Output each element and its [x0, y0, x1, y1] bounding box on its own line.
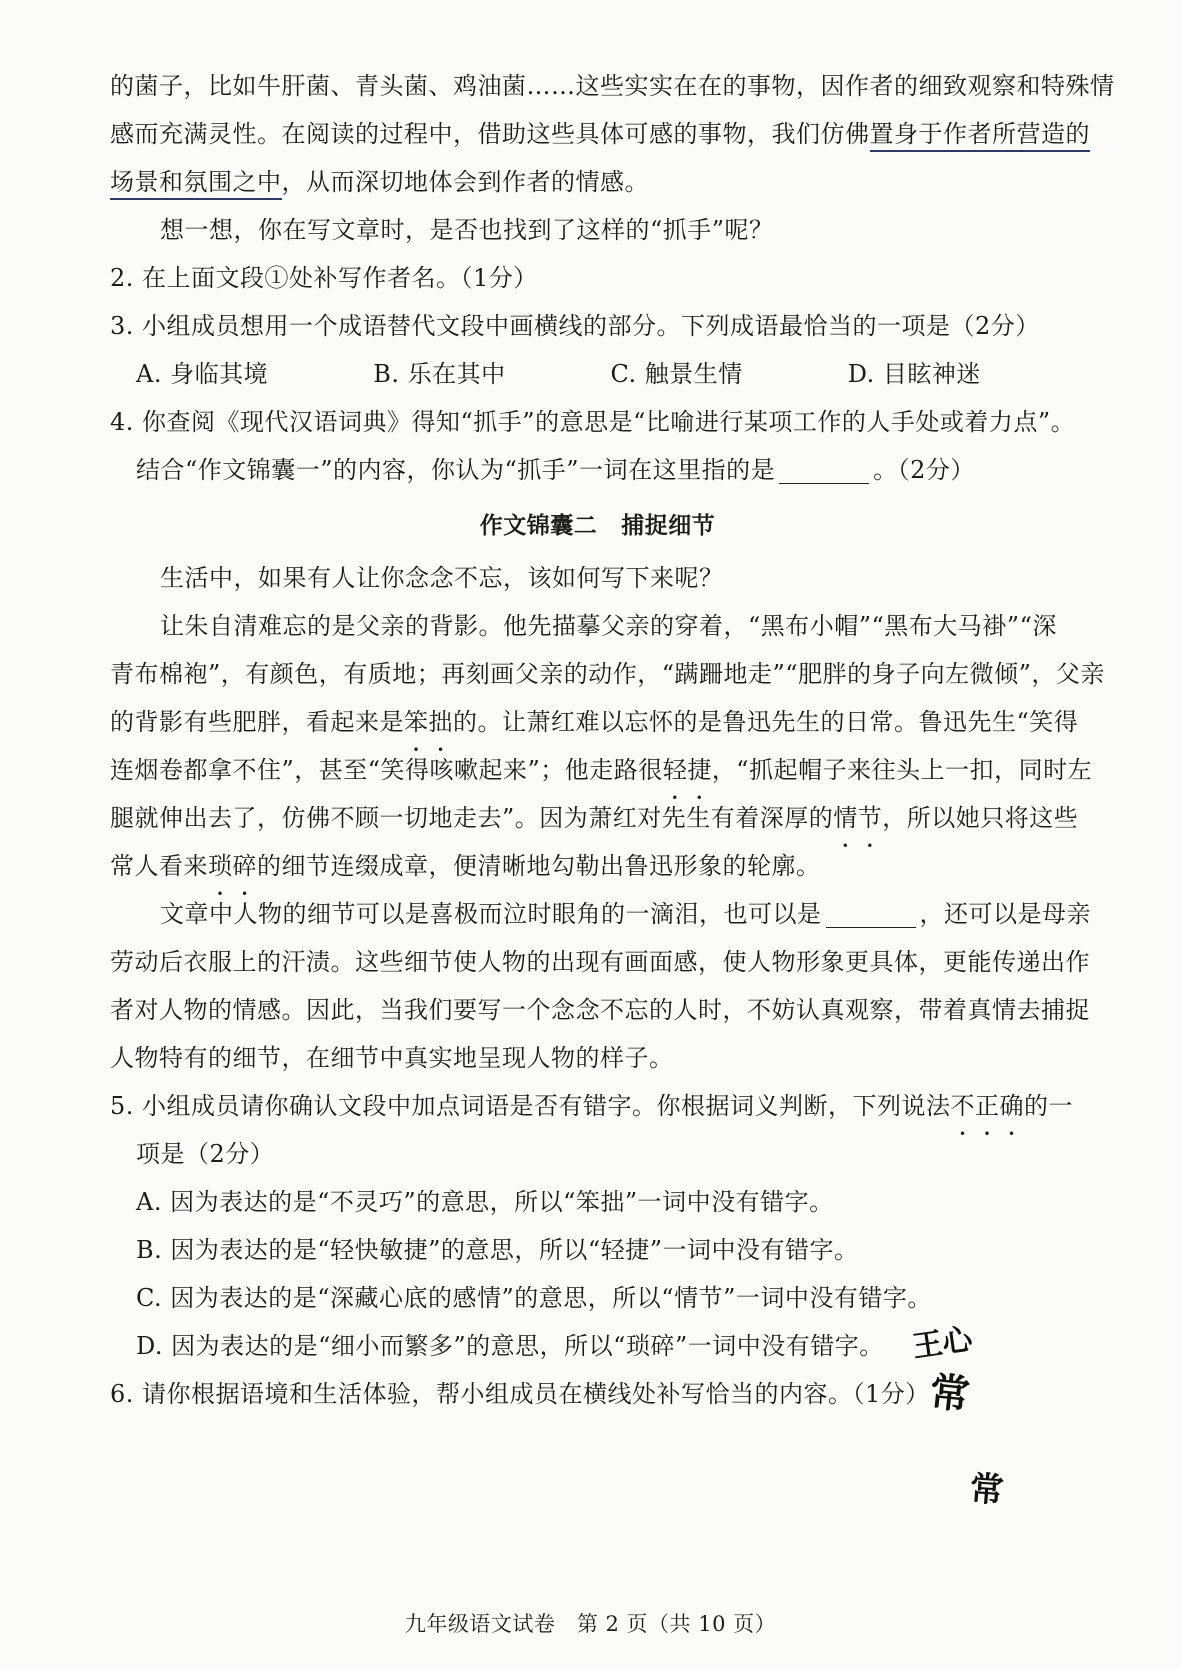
option-d: D. 目眩神迷: [847, 360, 981, 388]
dotted-word-bu-zhengque: 不正确: [950, 1092, 1025, 1120]
question-5: 5. 小组成员请你确认文段中加点词语是否有错字。你根据词义判断，下列说法不正确的一: [110, 1092, 1074, 1120]
handwritten-signature: 常: [968, 1468, 1006, 1512]
dotted-word-benzhuo: 笨拙: [404, 708, 453, 736]
option-c: C. 触景生情: [610, 360, 743, 388]
paragraph-line: 让朱自清难忘的是父亲的背影。他先描摹父亲的穿着，“黑布小帽”“黑布大马褂”“深: [160, 612, 1057, 640]
paragraph-line: 的背影有些肥胖，看起来是笨拙的。让萧红难以忘怀的是鲁迅先生的日常。鲁迅先生“笑得: [110, 708, 1079, 736]
question-4: 4. 你查阅《现代汉语词典》得知“抓手”的意思是“比喻进行某项工作的人手处或着力点”。: [110, 408, 1076, 436]
option-c: C. 因为表达的是“深藏心底的感情”的意思，所以“情节”一词中没有错字。: [136, 1284, 932, 1312]
paragraph-line: 生活中，如果有人让你念念不忘，该如何写下来呢？: [160, 564, 724, 592]
paragraph-line: 腿就伸出去了，仿佛不顾一切地走去”。因为萧红对先生有着深厚的情节，所以她只将这些: [110, 804, 1079, 832]
page-footer: 九年级语文试卷 第 2 页（共 10 页）: [404, 1612, 777, 1636]
option-a: A. 身临其境: [136, 360, 269, 388]
handwritten-signature: 常: [927, 1368, 973, 1419]
section-heading: 作文锦囊二 捕捉细节: [479, 513, 716, 539]
question-6: 6. 请你根据语境和生活体验，帮小组成员在横线处补写恰当的内容。（1分）: [110, 1380, 930, 1408]
question-2: 2. 在上面文段①处补写作者名。（1分）: [110, 264, 538, 292]
question-3-options: [110, 350, 1085, 398]
paragraph-line: 感而充满灵性。在阅读的过程中，借助这些具体可感的事物，我们仿佛置身于作者所营造的: [110, 110, 1085, 158]
paragraph-line: 的菌子，比如牛肝菌、青头菌、鸡油菌……这些实实在在的事物，因作者的细致观察和特殊情: [110, 72, 1115, 100]
dotted-word-suosui: 琐碎: [208, 852, 257, 880]
handwritten-underline: 置身于作者所营造的: [870, 120, 1091, 152]
exam-page: [110, 62, 1115, 1418]
dotted-word-qingjie: 轻捷: [662, 756, 712, 784]
option-b: B. 因为表达的是“轻快敏捷”的意思，所以“轻捷”一词中没有错字。: [136, 1236, 859, 1264]
paragraph-line: 常人看来琐碎的细节连缀成章，便清晰地勾勒出鲁迅形象的轮廓。: [110, 852, 821, 880]
option-a: A. 因为表达的是“不灵巧”的意思，所以“笨拙”一词中没有错字。: [136, 1188, 834, 1216]
answer-blank[interactable]: [779, 453, 869, 484]
paragraph-line: 青布棉袍”，有颜色，有质地；再刻画父亲的动作，“蹒跚地走”“肥胖的身子向左微倾”，父亲: [110, 660, 1105, 688]
question-5-cont: 项是（2分）: [136, 1140, 275, 1168]
answer-blank[interactable]: [826, 897, 916, 928]
paragraph-line: 人物特有的细节，在细节中真实地呈现人物的样子。: [110, 1044, 674, 1072]
dotted-word-qingjie2: 情节: [833, 804, 883, 832]
option-b: B. 乐在其中: [373, 360, 506, 388]
paragraph-line: 劳动后衣服上的汗渍。这些细节使人物的出现有画面感，使人物形象更具体，更能传递出作: [110, 948, 1090, 976]
option-d: D. 因为表达的是“细小而繁多”的意思，所以“琐碎”一词中没有错字。: [136, 1332, 884, 1360]
question-4-cont: 结合“作文锦囊一”的内容，你认为“抓手”一词在这里指的是 。（2分）: [110, 446, 1085, 494]
handwritten-signature: 王心: [910, 1321, 975, 1365]
paragraph-line: 者对人物的情感。因此，当我们要写一个念念不忘的人时，不妨认真观察，带着真情去捕捉: [110, 996, 1090, 1024]
paragraph-line: 连烟卷都拿不住”，甚至“笑得咳嗽起来”；他走路很轻捷，“抓起帽子来往头上一扣，同时左: [110, 756, 1093, 784]
question-3: 3. 小组成员想用一个成语替代文段中画横线的部分。下列成语最恰当的一项是（2分）: [110, 312, 1040, 340]
paragraph-line: 场景和氛围之中，从而深切地体会到作者的情感。: [110, 158, 1085, 206]
handwritten-underline: 场景和氛围之中: [110, 168, 282, 200]
paragraph-line: 想一想，你在写文章时，是否也找到了这样的“抓手”呢？: [160, 216, 774, 244]
paragraph-line: 文章中人物的细节可以是喜极而泣时眼角的一滴泪，也可以是 ，还可以是母亲: [110, 890, 1085, 938]
